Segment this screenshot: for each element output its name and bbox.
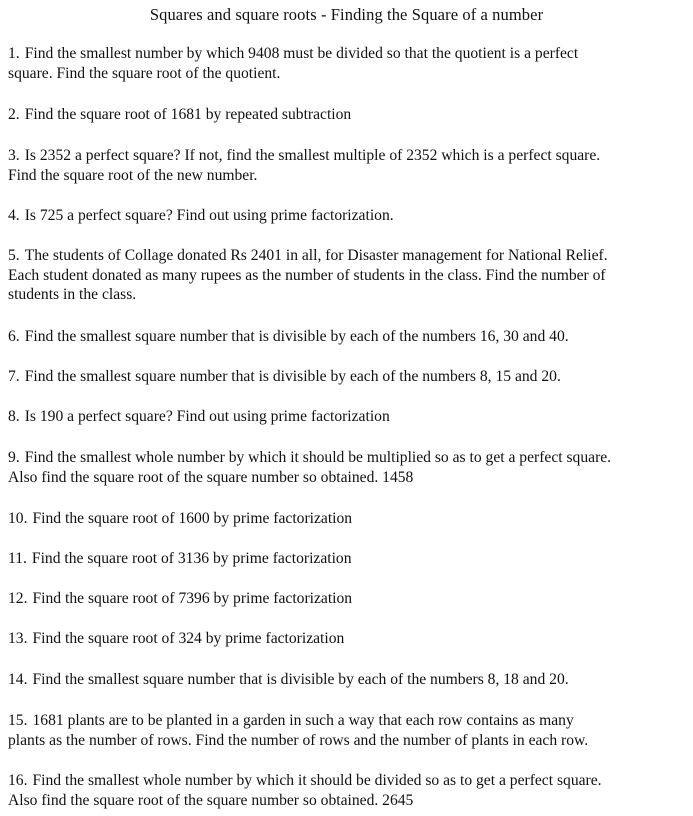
question-2 bbox=[8, 105, 691, 125]
question-number: 7. bbox=[8, 368, 20, 385]
question-number: 4. bbox=[8, 207, 20, 224]
question-text: Find the smallest square number that is divisible by each of the numbers 16, 30 and 40. bbox=[24, 328, 569, 345]
question-text: Find the square root of the new number. bbox=[8, 166, 258, 184]
question-text: Also find the square root of the square number so obtained. 2645 bbox=[8, 791, 414, 809]
question-number: 11. bbox=[8, 550, 27, 567]
question-3 bbox=[8, 146, 691, 185]
question-text: Find the smallest whole number by which it should be divided so as to get a perfect square. bbox=[32, 772, 602, 789]
question-12 bbox=[8, 589, 691, 609]
question-text: Also find the square root of the square number so obtained. 1458 bbox=[8, 468, 414, 486]
question-text: Each student donated as many rupees as the number of students in the class. Find the number of bbox=[8, 266, 606, 284]
question-8 bbox=[8, 407, 691, 427]
question-number: 14. bbox=[8, 671, 28, 688]
question-text: Find the smallest square number that is divisible by each of the numbers 8, 18 and 20. bbox=[32, 671, 569, 688]
question-number: 5. bbox=[8, 247, 20, 264]
question-10 bbox=[8, 509, 691, 529]
question-7 bbox=[8, 367, 691, 387]
question-text: plants as the number of rows. Find the number of rows and the number of plants in each row. bbox=[8, 731, 589, 749]
question-text: 1681 plants are to be planted in a garden in such a way that each row contains as many bbox=[32, 712, 574, 729]
question-number: 12. bbox=[8, 590, 28, 607]
question-number: 9. bbox=[8, 449, 20, 466]
question-number: 6. bbox=[8, 328, 20, 345]
question-number: 13. bbox=[8, 630, 28, 647]
question-text: Find the square root of 324 by prime factorization bbox=[32, 630, 345, 647]
question-text: square. Find the square root of the quotient. bbox=[8, 64, 281, 82]
question-number: 8. bbox=[8, 408, 20, 425]
question-text: Is 190 a perfect square? Find out using prime factorization bbox=[24, 408, 390, 425]
question-1 bbox=[8, 44, 691, 83]
question-4 bbox=[8, 206, 691, 226]
question-5 bbox=[8, 246, 691, 305]
question-text: Find the square root of 1681 by repeated subtraction bbox=[24, 106, 352, 123]
question-number: 15. bbox=[8, 712, 28, 729]
question-9 bbox=[8, 448, 691, 487]
worksheet-title: Squares and square roots - Finding the Square of a number bbox=[149, 5, 544, 24]
question-13 bbox=[8, 629, 691, 649]
question-text: students in the class. bbox=[8, 286, 137, 303]
question-number: 10. bbox=[8, 510, 28, 527]
question-text: Find the square root of 3136 by prime factorization bbox=[31, 550, 352, 567]
question-11 bbox=[8, 549, 691, 569]
question-number: 2. bbox=[8, 106, 20, 123]
question-text: Find the smallest number by which 9408 must be divided so that the quotient is a perfect bbox=[24, 45, 579, 62]
question-text: Find the square root of 7396 by prime factorization bbox=[32, 590, 353, 607]
question-text: Is 2352 a perfect square? If not, find the smallest multiple of 2352 which is a perfect square. bbox=[24, 147, 601, 164]
question-text: Find the square root of 1600 by prime factorization bbox=[32, 510, 353, 527]
question-16 bbox=[8, 771, 691, 810]
question-text: The students of Collage donated Rs 2401 in all, for Disaster management for National Relief. bbox=[24, 247, 608, 264]
question-6 bbox=[8, 327, 691, 347]
question-15 bbox=[8, 711, 691, 750]
question-number: 1. bbox=[8, 45, 20, 62]
question-number: 3. bbox=[8, 147, 20, 164]
question-text: Find the smallest square number that is divisible by each of the numbers 8, 15 and 20. bbox=[24, 368, 561, 385]
question-14 bbox=[8, 670, 691, 690]
question-number: 16. bbox=[8, 772, 28, 789]
question-text: Is 725 a perfect square? Find out using prime factorization. bbox=[24, 207, 394, 224]
question-text: Find the smallest whole number by which it should be multiplied so as to get a perfect square. bbox=[24, 449, 612, 466]
